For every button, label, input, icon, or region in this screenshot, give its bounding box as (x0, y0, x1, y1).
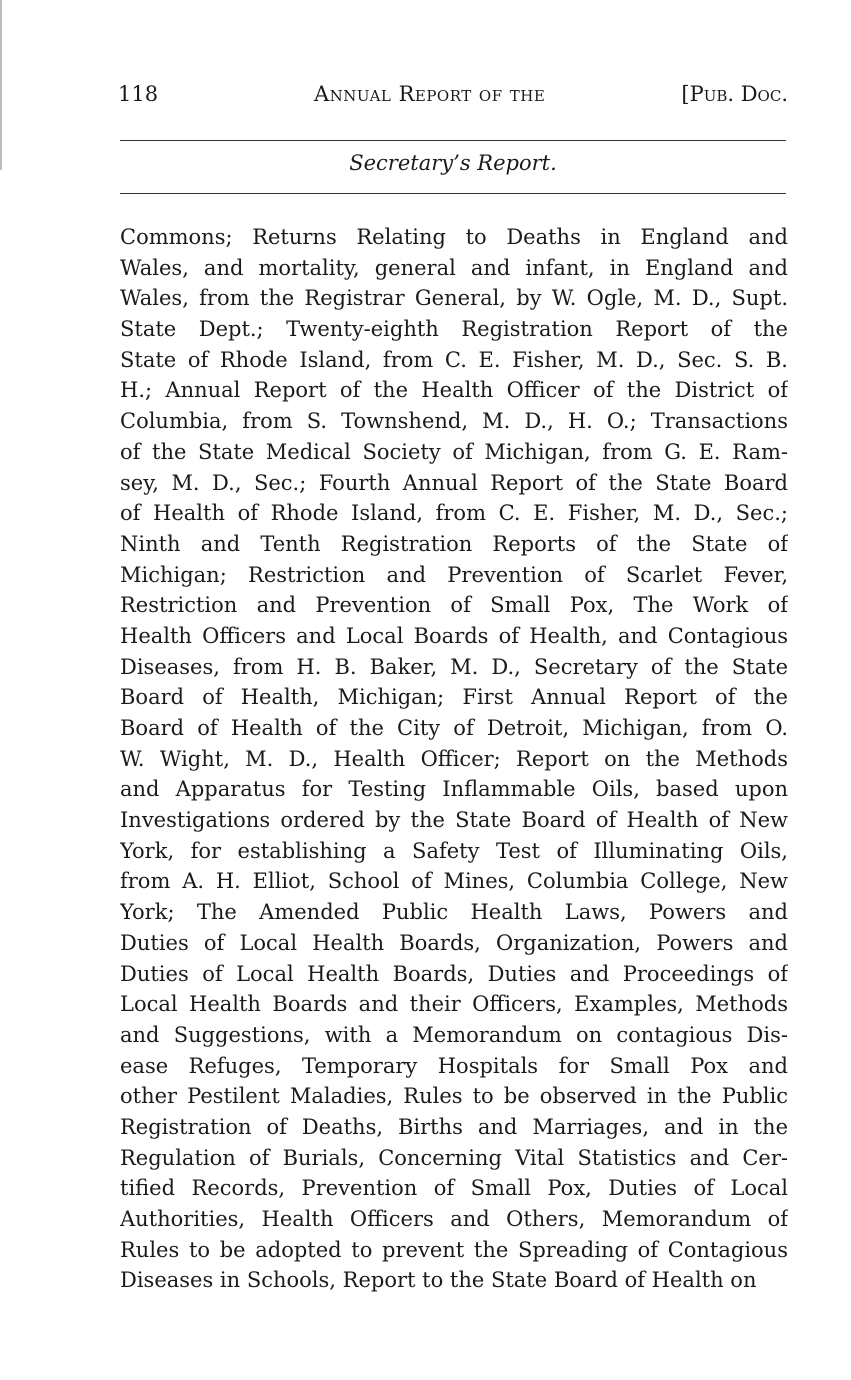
body-line: from A. H. Elliot, School of Mines, Columbia College, New (120, 869, 788, 894)
body-line: Restriction and Prevention of Small Pox, The Work of (120, 593, 788, 618)
document-designation: [Pub. Doc. (681, 82, 788, 106)
body-line: Local Health Boards and their Officers, Examples, Methods (120, 992, 788, 1017)
body-line: Duties of Local Health Boards, Duties and Proceedings of (120, 961, 788, 986)
body-line: Diseases, from H. B. Baker, M. D., Secretary of the State (120, 654, 788, 679)
body-line: ease Refuges, Temporary Hospitals for Small Pox and (120, 1053, 788, 1078)
body-line: Wales, and mortality, general and infant, in England and (120, 255, 788, 280)
body-line: Commons; Returns Relating to Deaths in England and (120, 225, 788, 249)
body-line: of Health of Rhode Island, from C. E. Fisher, M. D., Sec.; (120, 501, 788, 526)
body-line: Health Officers and Local Boards of Health, and Contagious (120, 623, 788, 648)
page-edge-shadow (0, 0, 2, 170)
header-rule-bottom (120, 193, 786, 194)
body-text (120, 222, 788, 1296)
body-line: Authorities, Health Officers and Others, Memorandum of (120, 1207, 788, 1231)
body-line: State of Rhode Island, from C. E. Fisher, M. D., Sec. S. B. (120, 347, 788, 372)
body-line: Board of Health of the City of Detroit, Michigan, from O. (120, 716, 788, 740)
body-line: Michigan; Restriction and Prevention of Scarlet Fever, (120, 562, 788, 587)
body-line: State Dept.; Twenty-eighth Registration Report of the (120, 317, 788, 342)
body-line: Board of Health, Michigan; First Annual Report of the (120, 685, 788, 710)
body-line: Columbia, from S. Townshend, M. D., H. O.; Transactions (120, 409, 788, 434)
body-line: York, for establishing a Safety Test of Illuminating Oils, (120, 838, 788, 863)
body-line: Wales, from the Registrar General, by W. Ogle, M. D., Supt. (120, 286, 788, 311)
page-number: 118 (118, 82, 159, 106)
body-line: Diseases in Schools, Report to the State Board of Health on (120, 1268, 757, 1293)
body-line: and Apparatus for Testing Inflammable Oils, based upon (120, 777, 788, 802)
body-line: other Pestilent Maladies, Rules to be observed in the Public (120, 1084, 788, 1109)
header-rule-top (120, 140, 786, 141)
body-line: sey, M. D., Sec.; Fourth Annual Report of the State Board (120, 470, 788, 495)
body-line: Regulation of Burials, Concerning Vital Statistics and Cer- (120, 1145, 788, 1170)
body-line: tified Records, Prevention of Small Pox, Duties of Local (120, 1176, 788, 1201)
body-line: of the State Medical Society of Michigan, from G. E. Ram- (120, 439, 788, 464)
running-title: Annual Report of the (314, 82, 546, 106)
body-line: and Suggestions, with a Memorandum on contagious Dis- (120, 1022, 788, 1047)
running-head (118, 82, 788, 114)
body-line: W. Wight, M. D., Health Officer; Report on the Methods (120, 746, 788, 771)
body-line: Investigations ordered by the State Board of Health of New (120, 808, 788, 833)
body-line: Ninth and Tenth Registration Reports of the State of (120, 531, 788, 556)
body-line: H.; Annual Report of the Health Officer of the District of (120, 378, 788, 403)
body-line: Registration of Deaths, Births and Marriages, and in the (120, 1114, 788, 1139)
body-line: Duties of Local Health Boards, Organization, Powers and (120, 930, 788, 955)
body-line: Rules to be adopted to prevent the Spreading of Contagious (120, 1237, 788, 1262)
body-line: York; The Amended Public Health Laws, Powers and (120, 900, 788, 925)
section-title: Secretary’s Report. (349, 151, 557, 175)
